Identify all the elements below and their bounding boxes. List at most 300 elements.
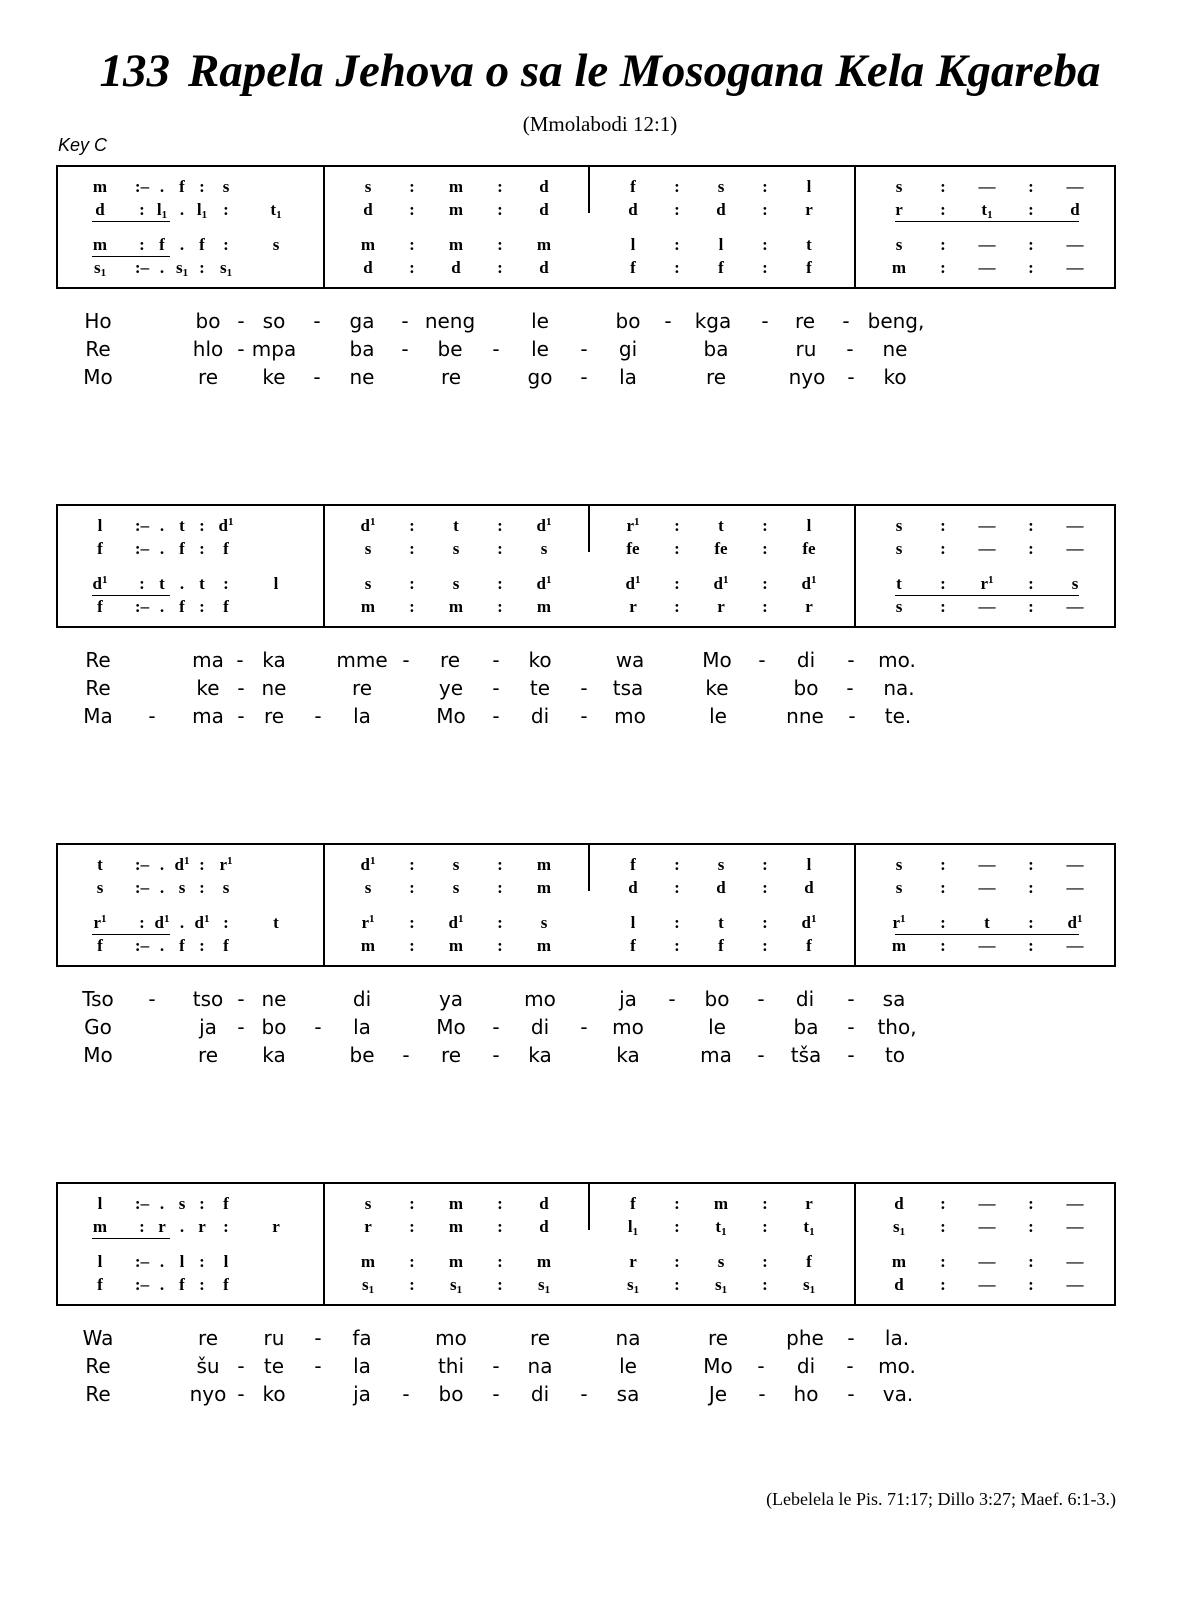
hyphen: - (401, 309, 409, 333)
solfa-note: $d^1$ (360, 855, 376, 874)
solfa-note: : (940, 200, 946, 219)
lyric-syllable: sa (616, 1382, 640, 1406)
lyric-line (0, 674, 1200, 702)
solfa-note: s (222, 878, 230, 897)
solfa-note: : (409, 913, 415, 932)
solfa-note: s (895, 177, 903, 196)
staff-system (56, 165, 1116, 289)
solfa-note: $d^1$ (536, 574, 552, 593)
lyric-syllable: re (439, 648, 461, 672)
solfa-note: : (497, 597, 503, 616)
lyric-line (0, 335, 1200, 363)
solfa-note: d (363, 258, 373, 277)
solfa-note: s (895, 235, 903, 254)
solfa-note: : (497, 1252, 503, 1271)
solfa-note: :– (134, 258, 150, 277)
lyric-syllable: ma (700, 1043, 732, 1067)
page-title (0, 45, 1200, 97)
solfa-note: $d^1$ (625, 574, 641, 593)
solfa-note: $l_1$ (627, 1217, 639, 1238)
solfa-note: l (806, 177, 812, 196)
solfa-note: l (718, 235, 724, 254)
solfa-note: $d^1$ (713, 574, 729, 593)
lyric-syllable: te (263, 1354, 285, 1378)
lyric-syllable: re (440, 365, 462, 389)
solfa-note: l (273, 574, 279, 593)
solfa-note: : (940, 235, 946, 254)
hyphen: - (580, 1015, 588, 1039)
solfa-note: : (139, 913, 145, 932)
barline (588, 1184, 590, 1230)
lyric-syllable: ma (192, 704, 224, 728)
hyphen: - (842, 309, 850, 333)
hyphen: - (313, 309, 321, 333)
solfa-note: — (978, 539, 996, 558)
staff-system (56, 504, 1116, 628)
solfa-note: $t_1$ (981, 200, 993, 221)
lyric-syllable: sa (882, 987, 906, 1011)
barline (588, 167, 590, 213)
slur-underline (92, 256, 170, 257)
solfa-note: s (895, 855, 903, 874)
hyphen: - (236, 648, 244, 672)
lyric-syllable: mo. (878, 1354, 916, 1378)
lyric-syllable: ru (795, 337, 817, 361)
barline (323, 506, 325, 626)
solfa-note: :– (134, 878, 150, 897)
hyphen: - (847, 1043, 855, 1067)
solfa-note: — (1066, 235, 1084, 254)
solfa-note: : (674, 235, 680, 254)
solfa-note: : (199, 1194, 205, 1213)
solfa-note: — (978, 1217, 996, 1236)
barline (323, 167, 325, 287)
lyric-syllable: va. (882, 1382, 914, 1406)
hyphen: - (492, 1382, 500, 1406)
lyric-syllable: ko (262, 1382, 286, 1406)
solfa-note: : (940, 516, 946, 535)
solfa-note: — (978, 936, 996, 955)
solfa-note: — (1066, 1275, 1084, 1294)
slur-underline (895, 221, 1079, 222)
solfa-note: : (199, 516, 205, 535)
solfa-note: $d^1$ (194, 913, 210, 932)
solfa-note: : (497, 539, 503, 558)
hyphen: - (492, 1015, 500, 1039)
lyric-syllable: ka (616, 1043, 640, 1067)
hyphen: - (314, 1326, 322, 1350)
hyphen: - (847, 365, 855, 389)
solfa-note: : (940, 1275, 946, 1294)
solfa-note: s (717, 177, 725, 196)
lyric-line (0, 1041, 1200, 1069)
solfa-note: : (199, 1275, 205, 1294)
solfa-note: . (159, 855, 165, 874)
lyric-syllable: Re (85, 1382, 111, 1406)
lyric-syllable: Je (708, 1382, 728, 1406)
solfa-note: . (159, 597, 165, 616)
solfa-note: fe (802, 539, 816, 558)
solfa-note: d (539, 1217, 549, 1236)
solfa-note: s (895, 597, 903, 616)
solfa-note: f (806, 258, 812, 277)
solfa-note: m (891, 936, 907, 955)
solfa-note: : (674, 177, 680, 196)
solfa-note: — (978, 1194, 996, 1213)
solfa-note: : (497, 574, 503, 593)
solfa-note: : (674, 200, 680, 219)
hyphen: - (237, 987, 245, 1011)
solfa-note: t (179, 516, 185, 535)
lyric-syllable: di (352, 987, 372, 1011)
hyphen: - (847, 1382, 855, 1406)
lyric-syllable: na (527, 1354, 553, 1378)
solfa-note: r (198, 1217, 206, 1236)
solfa-note: : (223, 200, 229, 219)
hyphen: - (314, 1015, 322, 1039)
solfa-note: : (762, 878, 768, 897)
lyric-syllable: bo (261, 1015, 287, 1039)
solfa-note: m (448, 200, 464, 219)
hyphen: - (668, 987, 676, 1011)
lyric-syllable: re (197, 365, 219, 389)
lyric-syllable: tso (192, 987, 224, 1011)
lyric-syllable: Go (84, 1015, 112, 1039)
lyric-syllable: neng (424, 309, 476, 333)
solfa-note: s (222, 177, 230, 196)
solfa-note: $d^1$ (448, 913, 464, 932)
solfa-note: s (895, 516, 903, 535)
solfa-note: s (717, 1252, 725, 1271)
lyric-syllable: bo (438, 1382, 464, 1406)
lyric-syllable: ka (262, 648, 286, 672)
solfa-note: $s_1$ (449, 1275, 463, 1296)
solfa-note: : (1028, 1275, 1034, 1294)
solfa-note: : (762, 574, 768, 593)
solfa-note: : (940, 574, 946, 593)
hyphen: - (237, 704, 245, 728)
solfa-note: f (223, 936, 229, 955)
lyric-line (0, 1324, 1200, 1352)
solfa-note: s (364, 177, 372, 196)
hyphen: - (757, 1354, 765, 1378)
solfa-note: : (409, 1252, 415, 1271)
lyric-syllable: la (353, 704, 371, 728)
lyric-syllable: bo (793, 676, 819, 700)
slur-underline (895, 595, 1079, 596)
barline (323, 845, 325, 965)
footer-references: (Lebelela le Pis. 71:17; Dillo 3:27; Maef. 6:1-3.) (766, 1489, 1116, 1509)
solfa-note: : (199, 936, 205, 955)
slur-underline (895, 934, 1079, 935)
solfa-note: l (223, 1252, 229, 1271)
solfa-note: : (409, 539, 415, 558)
solfa-note: l (97, 1252, 103, 1271)
lyric-syllable: ja (619, 987, 637, 1011)
solfa-note: f (630, 258, 636, 277)
hyphen: - (492, 648, 500, 672)
solfa-note: s (364, 539, 372, 558)
lyric-line (0, 1352, 1200, 1380)
solfa-note: : (1028, 177, 1034, 196)
solfa-note: m (536, 878, 552, 897)
lyric-syllable: nne (786, 704, 824, 728)
lyric-syllable: ka (528, 1043, 552, 1067)
solfa-note: — (978, 597, 996, 616)
solfa-note: . (179, 574, 185, 593)
lyric-syllable: re (794, 309, 816, 333)
hyphen: - (846, 676, 854, 700)
solfa-note: :– (134, 516, 150, 535)
lyric-syllable: Mo (703, 1354, 733, 1378)
solfa-note: f (630, 177, 636, 196)
solfa-note: m (448, 1252, 464, 1271)
lyric-syllable: phe (786, 1326, 824, 1350)
solfa-note: : (409, 597, 415, 616)
solfa-note: s (895, 878, 903, 897)
lyric-syllable: bo (615, 309, 641, 333)
solfa-note: d (628, 200, 638, 219)
solfa-note: f (179, 597, 185, 616)
solfa-note: : (674, 878, 680, 897)
solfa-note: d (539, 200, 549, 219)
solfa-note: — (1066, 1252, 1084, 1271)
solfa-note: f (199, 235, 205, 254)
lyric-syllable: ya (438, 987, 464, 1011)
solfa-note: : (940, 878, 946, 897)
solfa-note: : (139, 200, 145, 219)
solfa-note: s (452, 539, 460, 558)
solfa-note: : (674, 1275, 680, 1294)
solfa-note: — (978, 1252, 996, 1271)
solfa-note: m (360, 936, 376, 955)
solfa-note: : (762, 597, 768, 616)
solfa-note: $r^1$ (93, 913, 107, 932)
solfa-note: : (497, 855, 503, 874)
hyphen: - (148, 704, 156, 728)
lyric-line (0, 363, 1200, 391)
solfa-note: : (223, 235, 229, 254)
lyric-syllable: mme (336, 648, 388, 672)
solfa-note: : (940, 539, 946, 558)
hyphen: - (237, 676, 245, 700)
solfa-note: — (978, 878, 996, 897)
solfa-note: :– (134, 597, 150, 616)
solfa-note: — (978, 516, 996, 535)
solfa-note: : (762, 539, 768, 558)
solfa-note: r (717, 597, 725, 616)
solfa-note: fe (626, 539, 640, 558)
solfa-note: : (409, 1194, 415, 1213)
solfa-note: l (97, 516, 103, 535)
lyric-syllable: be (349, 1043, 375, 1067)
solfa-note: : (1028, 1194, 1034, 1213)
lyric-syllable: Re (85, 1354, 111, 1378)
hyphen: - (847, 987, 855, 1011)
solfa-note: : (139, 235, 145, 254)
solfa-note: m (536, 855, 552, 874)
solfa-note: m (92, 177, 108, 196)
hyphen: - (492, 676, 500, 700)
solfa-note: d (539, 258, 549, 277)
lyric-syllable: go (527, 365, 553, 389)
solfa-note: $d^1$ (360, 516, 376, 535)
solfa-note: : (199, 1252, 205, 1271)
lyric-syllable: di (796, 648, 816, 672)
solfa-note: $d^1$ (1067, 913, 1083, 932)
lyric-line (0, 985, 1200, 1013)
solfa-note: $t_1$ (803, 1217, 815, 1238)
lyric-syllable: nyo (189, 1382, 227, 1406)
solfa-note: : (497, 200, 503, 219)
lyric-syllable: mo. (878, 648, 916, 672)
solfa-note: — (978, 258, 996, 277)
hyphen: - (402, 1043, 410, 1067)
solfa-note: : (139, 1217, 145, 1236)
barline (854, 1184, 856, 1304)
solfa-note: :– (134, 1252, 150, 1271)
solfa-note: : (762, 258, 768, 277)
solfa-note: : (199, 855, 205, 874)
solfa-note: : (497, 516, 503, 535)
solfa-note: r (629, 1252, 637, 1271)
solfa-note: m (448, 1217, 464, 1236)
solfa-note: t (273, 913, 279, 932)
solfa-note: : (674, 516, 680, 535)
solfa-note: s (452, 878, 460, 897)
hyphen: - (846, 337, 854, 361)
solfa-note: :– (134, 1194, 150, 1213)
solfa-note: m (448, 936, 464, 955)
solfa-note: $s_1$ (219, 258, 233, 279)
solfa-note: . (159, 258, 165, 277)
solfa-note: : (409, 200, 415, 219)
solfa-note: $s_1$ (626, 1275, 640, 1296)
solfa-note: $r^1$ (361, 913, 375, 932)
hyphen: - (847, 648, 855, 672)
solfa-note: : (940, 855, 946, 874)
solfa-note: :– (134, 855, 150, 874)
solfa-note: m (360, 1252, 376, 1271)
solfa-note: :– (134, 936, 150, 955)
lyric-syllable: Ma (83, 704, 113, 728)
solfa-note: . (159, 1194, 165, 1213)
solfa-note: m (92, 235, 108, 254)
barline (588, 845, 590, 891)
lyric-syllable: di (530, 704, 550, 728)
solfa-note: m (448, 235, 464, 254)
solfa-note: $d^1$ (801, 574, 817, 593)
solfa-note: d (716, 878, 726, 897)
lyric-line (0, 1380, 1200, 1408)
solfa-note: s (540, 539, 548, 558)
solfa-note: f (223, 1275, 229, 1294)
solfa-note: : (1028, 200, 1034, 219)
hyphen: - (757, 1043, 765, 1067)
solfa-note: : (1028, 878, 1034, 897)
lyric-syllable: beng, (867, 309, 925, 333)
solfa-note: . (179, 235, 185, 254)
hymn-number: 133 (99, 45, 170, 97)
lyric-syllable: tsa (612, 676, 644, 700)
solfa-note: — (978, 235, 996, 254)
solfa-note: d (804, 878, 814, 897)
lyric-syllable: mo (524, 987, 556, 1011)
lyric-syllable: šu (196, 1354, 220, 1378)
lyric-syllable: Mo (83, 1043, 113, 1067)
key-signature: Key C (58, 135, 108, 155)
solfa-note: : (1028, 574, 1034, 593)
hyphen: - (848, 704, 856, 728)
lyric-syllable: wa (615, 648, 645, 672)
solfa-note: : (409, 855, 415, 874)
solfa-note: $s_1$ (93, 258, 107, 279)
solfa-note: : (1028, 235, 1034, 254)
solfa-note: : (497, 1217, 503, 1236)
solfa-note: . (179, 1217, 185, 1236)
hyphen: - (237, 1382, 245, 1406)
solfa-note: : (497, 878, 503, 897)
solfa-note: : (1028, 597, 1034, 616)
solfa-note: : (674, 1194, 680, 1213)
solfa-note: : (409, 177, 415, 196)
solfa-note: f (179, 1275, 185, 1294)
solfa-note: r (629, 597, 637, 616)
solfa-note: $r^1$ (219, 855, 233, 874)
solfa-note: m (891, 258, 907, 277)
lyric-syllable: ma (192, 648, 224, 672)
solfa-note: : (199, 878, 205, 897)
solfa-note: d (628, 878, 638, 897)
solfa-note: t (199, 574, 205, 593)
solfa-note: :– (134, 539, 150, 558)
solfa-note: : (674, 936, 680, 955)
solfa-note: fe (714, 539, 728, 558)
solfa-note: . (159, 936, 165, 955)
solfa-note: : (409, 936, 415, 955)
solfa-note: : (199, 597, 205, 616)
solfa-note: d (1070, 200, 1080, 219)
hyphen: - (761, 309, 769, 333)
solfa-note: : (497, 258, 503, 277)
lyric-syllable: gi (618, 337, 638, 361)
solfa-note: m (448, 1194, 464, 1213)
solfa-note: r (364, 1217, 372, 1236)
solfa-note: r (895, 200, 903, 219)
lyric-syllable: le (531, 309, 549, 333)
solfa-note: m (536, 597, 552, 616)
solfa-note: : (762, 855, 768, 874)
lyric-syllable: ba (349, 337, 375, 361)
solfa-note: d (539, 177, 549, 196)
lyric-syllable: ho (793, 1382, 819, 1406)
solfa-note: : (762, 913, 768, 932)
solfa-note: : (674, 574, 680, 593)
solfa-note: $r^1$ (980, 574, 994, 593)
hyphen: - (492, 337, 500, 361)
solfa-note: $d^1$ (536, 516, 552, 535)
solfa-note: : (940, 913, 946, 932)
solfa-note: . (159, 878, 165, 897)
lyric-syllable: ko (883, 365, 907, 389)
solfa-note: $s_1$ (361, 1275, 375, 1296)
lyric-syllable: ga (349, 309, 375, 333)
solfa-note: $l_1$ (156, 200, 168, 221)
solfa-note: t (97, 855, 103, 874)
solfa-note: — (1066, 1194, 1084, 1213)
hyphen: - (314, 1354, 322, 1378)
lyric-syllable: kga (694, 309, 732, 333)
